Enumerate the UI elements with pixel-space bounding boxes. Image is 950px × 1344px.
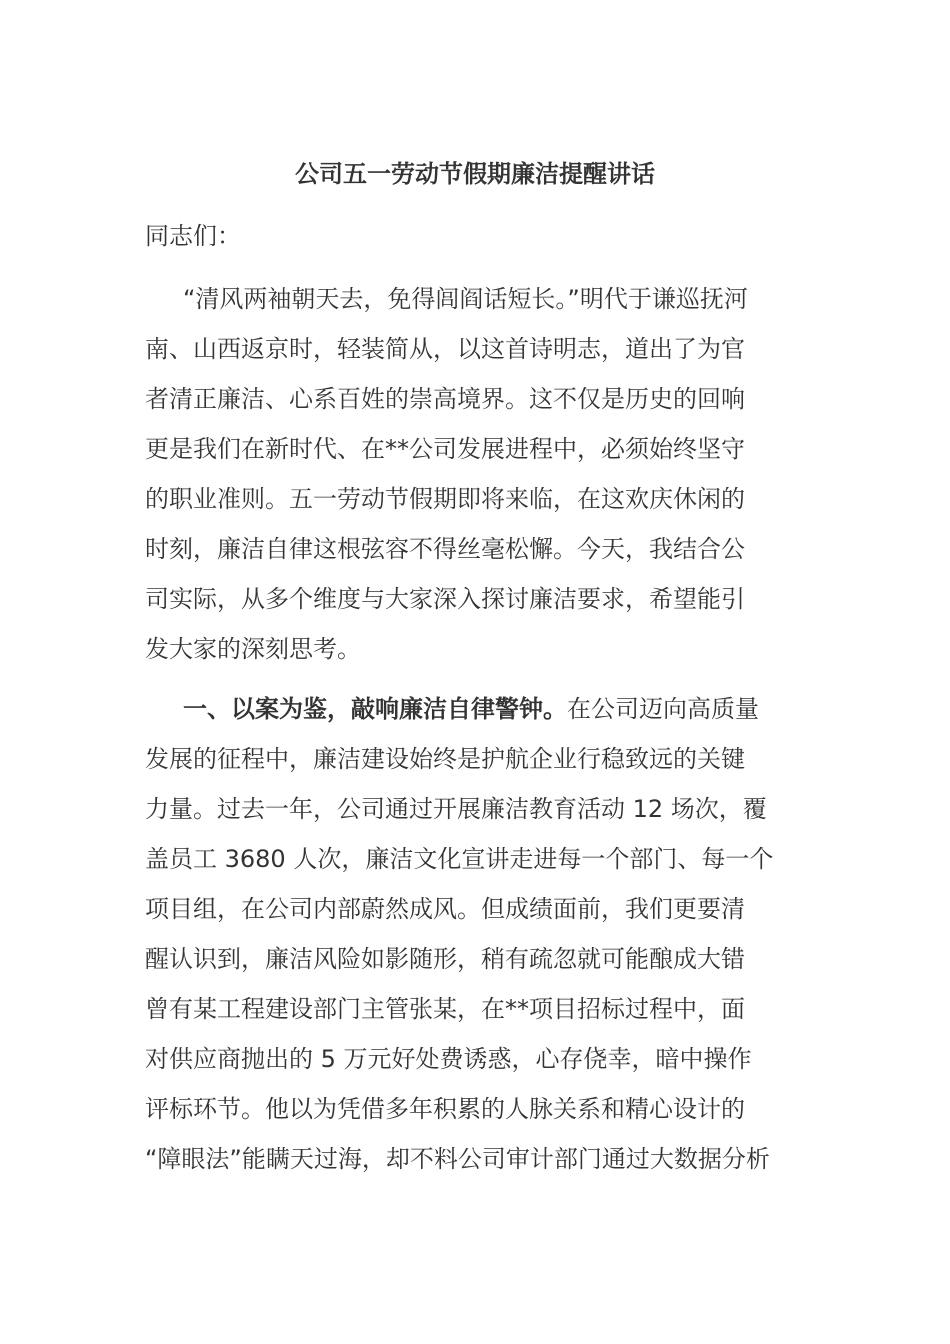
paragraph-line: 醒认识到，廉洁风险如影随形，稍有疏忽就可能酿成大错	[145, 945, 745, 973]
section-heading: 一、以案为鉴，敲响廉洁自律警钟。	[183, 695, 567, 723]
paragraph-line: 评标环节。他以为凭借多年积累的人脉关系和精心设计的	[145, 1095, 745, 1123]
section-heading-continuation: 在公司迈向高质量	[567, 695, 759, 723]
salutation: 同志们：	[145, 222, 241, 250]
paragraph-line: 时刻，廉洁自律这根弦容不得丝毫松懈。今天，我结合公	[145, 535, 745, 563]
paragraph-line: 项目组，在公司内部蔚然成风。但成绩面前，我们更要清	[145, 895, 745, 923]
paragraph-line: “清风两袖朝天去，免得闾阎话短长。”明代于谦巡抚河	[183, 285, 748, 313]
paragraph-line: “障眼法”能瞒天过海，却不料公司审计部门通过大数据分析	[145, 1145, 770, 1173]
paragraph-line: 对供应商抛出的 5 万元好处费诱惑，心存侥幸，暗中操作	[145, 1045, 752, 1073]
paragraph-intro	[145, 274, 805, 674]
paragraph-line: 的职业准则。五一劳动节假期即将来临，在这欢庆休闲的	[145, 485, 745, 513]
paragraph-line: 南、山西返京时，轻装简从，以这首诗明志，道出了为官	[145, 335, 745, 363]
paragraph-first-line	[145, 684, 805, 734]
paragraph-line: 发展的征程中，廉洁建设始终是护航企业行稳致远的关键	[145, 745, 745, 773]
paragraph-line: 者清正廉洁、心系百姓的崇高境界。这不仅是历史的回响	[145, 385, 745, 413]
paragraph-line: 发大家的深刻思考。	[145, 635, 361, 663]
document-title: 公司五一劳动节假期廉洁提醒讲话	[295, 160, 655, 188]
paragraph-line: 更是我们在新时代、在**公司发展进程中，必须始终坚守	[145, 435, 745, 463]
paragraph-line: 司实际，从多个维度与大家深入探讨廉洁要求，希望能引	[145, 585, 745, 613]
paragraph-line: 盖员工 3680 人次，廉洁文化宣讲走进每一个部门、每一个	[145, 845, 774, 873]
paragraph-section-one	[145, 684, 805, 1184]
paragraph-line: 曾有某工程建设部门主管张某，在**项目招标过程中，面	[145, 995, 745, 1023]
paragraph-line: 力量。过去一年，公司通过开展廉洁教育活动 12 场次，覆	[145, 795, 767, 823]
